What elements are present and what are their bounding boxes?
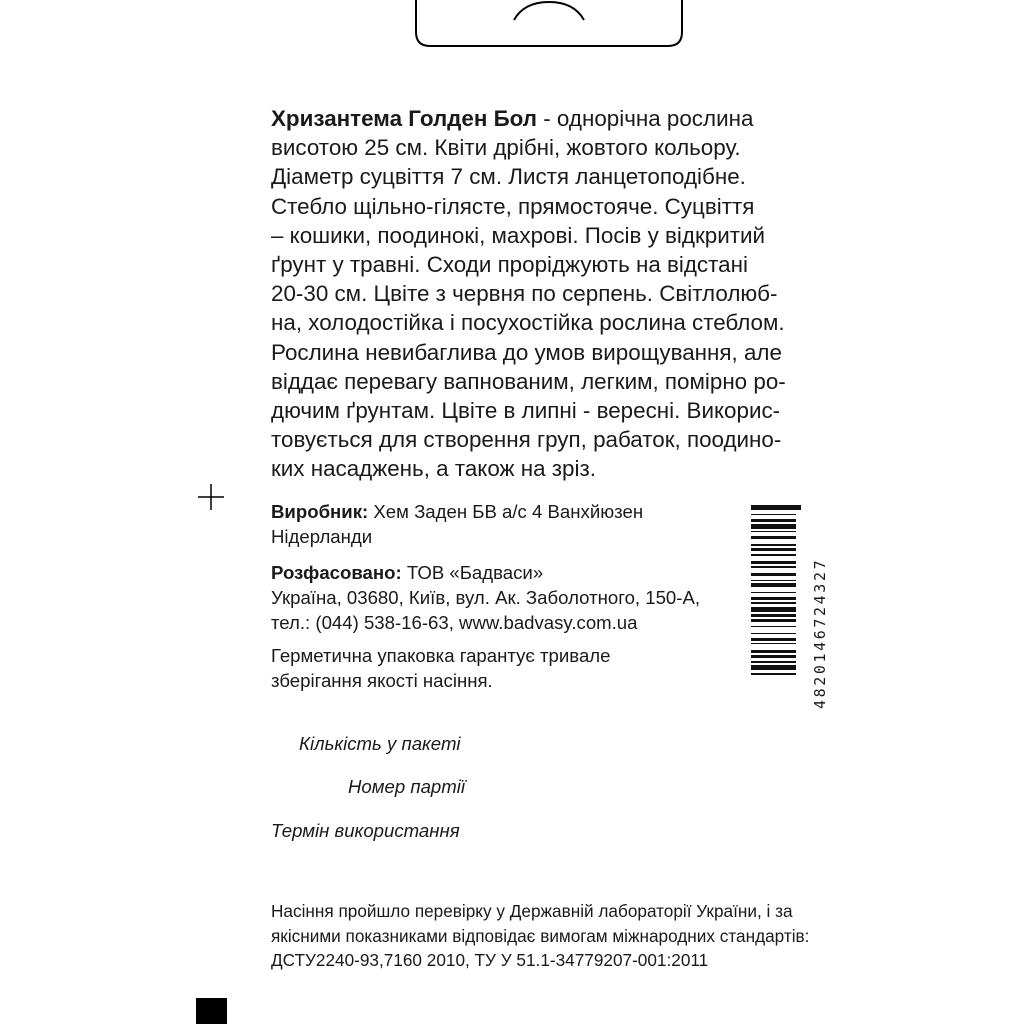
description-line: - однорічна рослина bbox=[537, 106, 754, 131]
barcode-digits: 4820146724327 bbox=[811, 557, 829, 709]
barcode-bar bbox=[751, 655, 796, 658]
barcode-bar bbox=[751, 580, 796, 582]
barcode-bar bbox=[751, 650, 796, 653]
barcode-bar bbox=[751, 505, 801, 510]
producer-label: Виробник: bbox=[271, 501, 369, 522]
description-line: 20-30 см. Цвіте з червня по серпень. Світлолюб- bbox=[271, 281, 778, 307]
barcode-bar bbox=[751, 633, 796, 635]
barcode-bar bbox=[751, 514, 796, 516]
barcode-bar bbox=[751, 583, 796, 586]
packager-block bbox=[271, 560, 731, 635]
packager-contacts: тел.: (044) 538-16-63, www.badvasy.com.ua bbox=[271, 612, 638, 633]
barcode bbox=[751, 505, 829, 711]
storage-line: зберігання якості насіння. bbox=[271, 670, 493, 691]
description-line: віддає перевагу вапнованим, легким, помірно ро- bbox=[271, 368, 786, 394]
barcode-bar bbox=[751, 638, 796, 641]
expiry-field-label: Термін використання bbox=[271, 820, 460, 841]
barcode-bar bbox=[751, 592, 796, 594]
barcode-bar bbox=[751, 597, 796, 600]
description-line: Стебло щільно-гілясте, прямостояче. Суцвіття bbox=[271, 193, 755, 219]
barcode-bars bbox=[751, 505, 801, 705]
batch-number-field-label: Номер партії bbox=[348, 776, 466, 797]
barcode-bar bbox=[751, 673, 796, 675]
barcode-bar bbox=[751, 554, 796, 556]
barcode-bar bbox=[751, 665, 796, 670]
barcode-bar bbox=[751, 536, 796, 539]
producer-country: Нідерланди bbox=[271, 526, 373, 547]
packager-name: ТОВ «Бадваси» bbox=[401, 562, 544, 583]
barcode-bar bbox=[751, 614, 796, 617]
certification-line: ДСТУ2240-93,7160 2010, ТУ У 51.1-34779207-001:2011 bbox=[271, 950, 709, 971]
description-line: товується для створення груп, рабаток, поодино- bbox=[271, 427, 782, 453]
packager-line bbox=[271, 560, 731, 585]
barcode-bar bbox=[751, 661, 796, 663]
barcode-bar bbox=[751, 524, 796, 529]
packager-label: Розфасовано: bbox=[271, 562, 402, 583]
registration-mark bbox=[198, 484, 224, 510]
description-line: Діаметр суцвіття 7 см. Листя ланцетоподібне. bbox=[271, 164, 746, 190]
description-line: – кошики, поодинокі, махрові. Посів у відкритий bbox=[271, 222, 765, 248]
barcode-bar bbox=[751, 519, 796, 522]
description-line: висотою 25 см. Квіти дрібні, жовтого кольору. bbox=[271, 135, 741, 161]
barcode-bar bbox=[751, 548, 796, 551]
product-description bbox=[271, 104, 831, 484]
description-first-line bbox=[271, 104, 831, 133]
barcode-bar bbox=[751, 561, 796, 564]
barcode-bar bbox=[751, 607, 796, 612]
description-line: Рослина невибаглива до умов вирощування, але bbox=[271, 339, 782, 365]
certification-block bbox=[271, 899, 809, 973]
print-mark-square bbox=[196, 998, 227, 1024]
barcode-bar bbox=[751, 602, 796, 604]
description-line: на, холодостійка і посухостійка рослина стеблом. bbox=[271, 310, 785, 336]
description-line: ких насаджень, а також на зріз. bbox=[271, 456, 596, 482]
barcode-bar bbox=[751, 544, 796, 546]
product-name: Хризантема Голден Бол bbox=[271, 106, 538, 131]
producer-line bbox=[271, 499, 731, 524]
quantity-field-label: Кількість у пакеті bbox=[299, 733, 461, 754]
producer-name: Хем Заден БВ а/с 4 Ванхйюзен bbox=[368, 501, 644, 522]
certification-line: Насіння пройшло перевірку у Державній лабораторії України, і за bbox=[271, 901, 793, 921]
barcode-bar bbox=[751, 566, 796, 568]
storage-note bbox=[271, 643, 731, 693]
barcode-bar bbox=[751, 643, 796, 645]
description-line: дючим ґрунтам. Цвіте в липні - вересні. Викорис- bbox=[271, 398, 781, 424]
storage-line: Герметична упаковка гарантує тривале bbox=[271, 645, 611, 666]
barcode-bar bbox=[751, 619, 796, 622]
barcode-bar bbox=[751, 531, 796, 533]
packager-address: Україна, 03680, Київ, вул. Ак. Заболотного, 150-А, bbox=[271, 587, 701, 608]
barcode-bar bbox=[751, 573, 796, 576]
barcode-bar bbox=[751, 626, 796, 628]
certification-line: якісними показниками відповідає вимогам міжнародних стандартів: bbox=[271, 925, 810, 946]
description-line: ґрунт у травні. Сходи проріджують на відстані bbox=[271, 252, 748, 278]
hang-hole-outline bbox=[414, 0, 684, 50]
producer-block bbox=[271, 499, 731, 549]
